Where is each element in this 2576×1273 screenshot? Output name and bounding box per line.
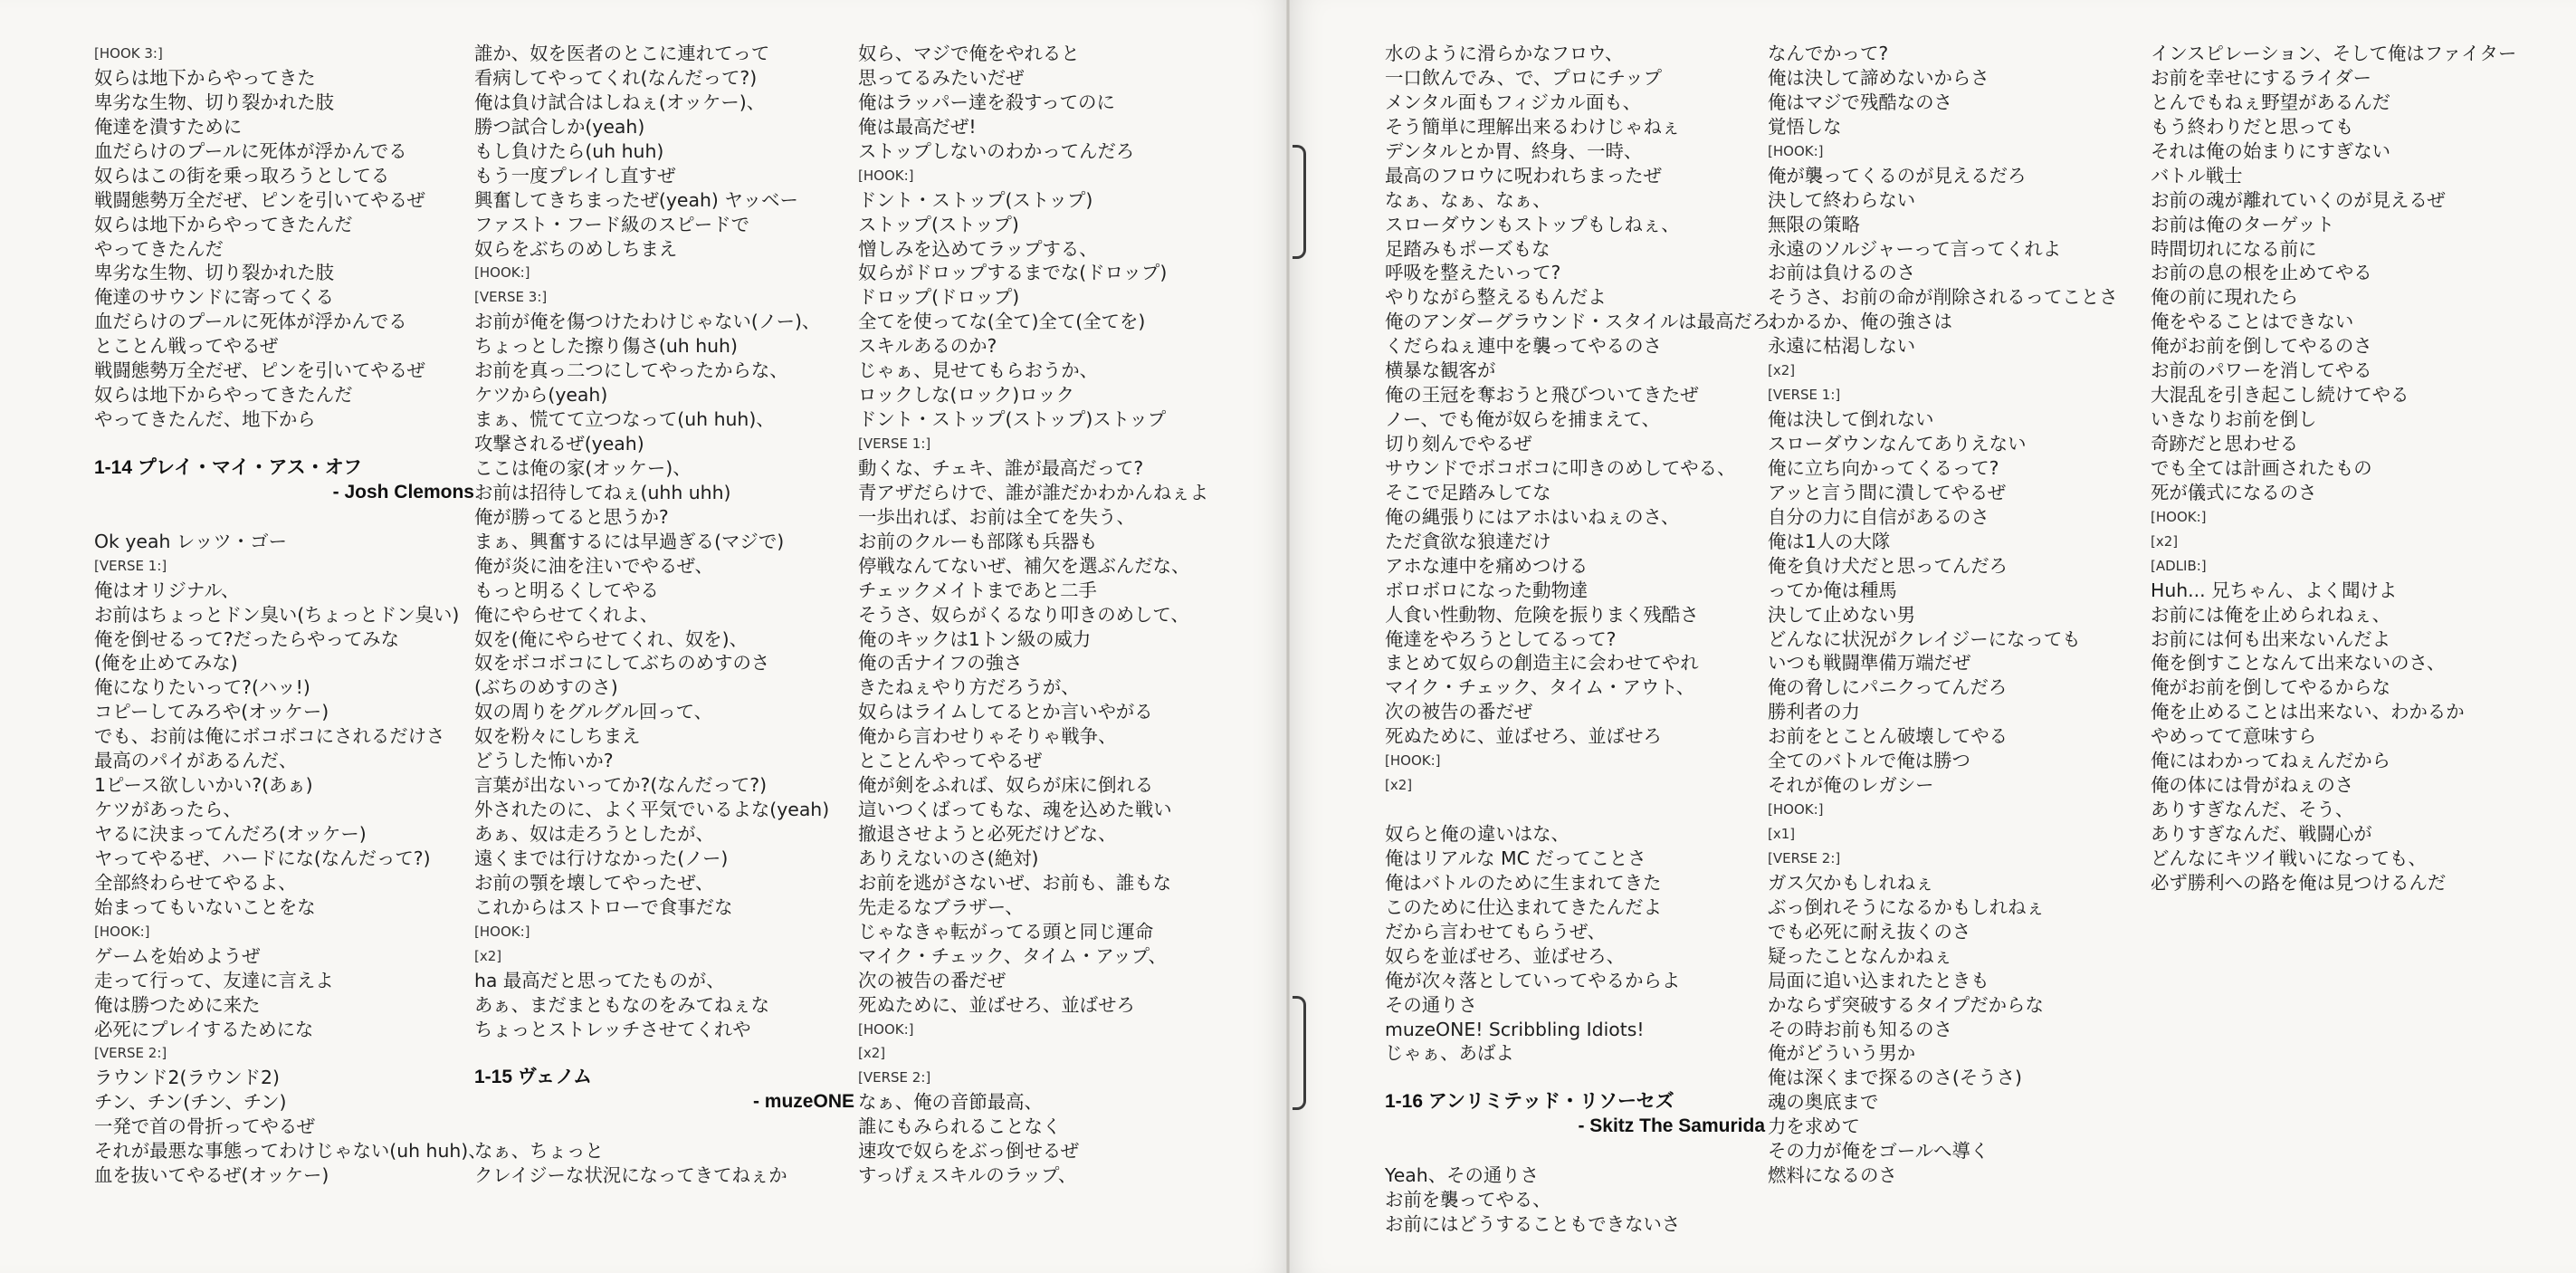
lyric-line: 奴らがドロップするまでな(ドロップ) — [858, 262, 1168, 284]
lyric-line: お前を幸せにするライダー — [2151, 66, 2372, 89]
lyric-line: なんでかって? — [1768, 43, 1889, 64]
lyric-line: 無限の策略 — [1768, 213, 1860, 235]
lyric-line: サウンドでボコボコに叩きのめしてやる、 — [1385, 456, 1736, 479]
section-tag: [x2] — [858, 1045, 886, 1062]
lyric-line: なぁ、俺の音節最高、 — [858, 1091, 1043, 1114]
lyric-line: ちょっとストレッチさせてくれや — [474, 1018, 751, 1040]
lyric-line: かならず突破するタイプだからな — [1768, 993, 2044, 1016]
book-spine — [1286, 0, 1290, 1273]
lyric-line: お前にはどうすることもできないさ — [1385, 1213, 1681, 1235]
lyric-line: 奴らを並ばせろ、並ばせろ、 — [1385, 944, 1626, 967]
lyric-line: すっげぇスキルのラップ、 — [858, 1164, 1077, 1187]
track-title: 1-14 プレイ・マイ・アス・オフ — [94, 456, 363, 478]
lyric-line: 走って行って、友達に言えよ — [94, 969, 334, 991]
lyric-line: 俺がどういう男か — [1768, 1042, 1916, 1065]
lyric-line: 奴ら、マジで俺をやれると — [858, 43, 1080, 64]
lyric-line: どんなにキツイ戦いになっても、 — [2151, 847, 2427, 869]
section-tag: [x2] — [2151, 532, 2179, 550]
lyric-line: 俺の前に現れたら — [2151, 286, 2299, 309]
lyric-line: 奴をボコボコにしてぶちのめすのさ — [474, 652, 770, 675]
lyric-line: 俺が次々落としていってやるからよ — [1385, 969, 1681, 991]
section-tag: [VERSE 2:] — [94, 1045, 167, 1062]
section-tag: [x2] — [1385, 777, 1413, 794]
track-title: 1-15 ヴェノム — [474, 1067, 592, 1088]
lyric-line: 大混乱を引き起こし続けてやる — [2151, 384, 2409, 407]
lyric-line: それが最悪な事態ってわけじゃない(uh huh)、 — [94, 1140, 487, 1163]
section-tag: [x2] — [474, 947, 502, 964]
lyric-line: アホな連中を痛めつける — [1385, 554, 1589, 577]
lyric-line: 俺達を潰すために — [94, 115, 243, 138]
lyric-line: 俺は決して倒れない — [1768, 408, 1934, 431]
lyric-line: チン、チン(チン、チン) — [94, 1091, 287, 1114]
lyric-line: もう一度プレイし直すぜ — [474, 164, 676, 187]
lyric-line: 一口飲んでみ、で、プロにチップ — [1385, 66, 1663, 89]
lyric-line: 外されたのに、よく平気でいるよな(yeah) — [474, 799, 830, 821]
lyric-line: 俺はラッパー達を殺すってのに — [858, 91, 1115, 113]
section-tag: [HOOK:] — [1385, 752, 1441, 770]
lyric-line: 誰か、奴を医者のとこに連れてって — [474, 43, 770, 64]
lyric-line: 俺を負け犬だと思ってんだろ — [1768, 554, 2008, 577]
lyric-line: チェックメイトまであと二手 — [858, 579, 1097, 601]
lyric-line: 俺にやらせてくれよ、 — [474, 603, 659, 626]
lyric-line: でも必死に耐え抜くのさ — [1768, 920, 1971, 943]
lyric-line: 攻撃されるぜ(yeah) — [474, 433, 644, 455]
section-tag: [VERSE 1:] — [1768, 387, 1841, 404]
lyric-line: 奴らはライムしてるとか言いやがる — [858, 701, 1153, 723]
lyric-line: 俺の縄張りにはアホはいねぇのさ、 — [1385, 505, 1680, 528]
lyric-line: ヤるに決まってんだろ(オッケー) — [94, 823, 367, 845]
lyric-line: 奴らは地下からやってきた — [94, 66, 316, 89]
lyric-line: あぁ、奴は走ろうとしたが、 — [474, 823, 714, 845]
lyric-line: その時お前も知るのさ — [1768, 1018, 1952, 1040]
lyric-line: 俺達のサウンドに寄ってくる — [94, 286, 335, 309]
lyric-line: 水のように滑らかなフロウ、 — [1385, 43, 1624, 64]
lyric-line: 奴の周りをグルグル回って、 — [474, 701, 713, 723]
lyric-line: ぶっ倒れそうになるかもしれねぇ — [1768, 895, 2045, 918]
lyric-line: ヤってやるぜ、ハードにな(なんだって?) — [94, 847, 431, 869]
lyric-line: 自分の力に自信があるのさ — [1768, 505, 1989, 528]
lyric-line — [1385, 1066, 1765, 1090]
lyric-line: 覚悟しな — [1768, 115, 1842, 138]
lyric-line: Yeah、その通りさ — [1385, 1164, 1540, 1187]
lyric-line — [1385, 1139, 1765, 1163]
lyric-line: 人食い性動物、危険を振りまく残酷さ — [1385, 603, 1699, 626]
lyric-line: 俺がお前を倒してやるからな — [2151, 676, 2391, 699]
lyric-line: いつも戦闘準備万端だぜ — [1768, 652, 1971, 675]
lyric-line: 奴らをぶちのめしちまえ — [474, 237, 678, 260]
lyric-line — [474, 1041, 854, 1066]
lyric-line: なぁ、ちょっと — [474, 1140, 604, 1163]
lyric-line: どんなに状況がクレイジーになっても — [1768, 627, 2081, 650]
lyric-line: これからはストローで食事だな — [474, 895, 733, 918]
section-tag: [HOOK:] — [1768, 801, 1824, 818]
lyric-line: お前の魂が離れていくのが見えるぜ — [2151, 188, 2446, 211]
staple-top — [1293, 145, 1306, 259]
lyric-line: 奇跡だと思わせる — [2151, 433, 2299, 455]
lyric-line: いきなりお前を倒し — [2151, 408, 2317, 431]
track-artist: - Skitz The Samurida — [1578, 1115, 1765, 1137]
lyric-line: 血だらけのプールに死体が浮かんでる — [94, 139, 407, 162]
lyric-line: まぁ、興奮するには早過ぎる(マジで) — [474, 530, 785, 552]
lyric-line: とことんやってやるぜ — [858, 750, 1043, 772]
lyric-line: 一歩出れば、お前は全てを失う、 — [858, 505, 1135, 528]
lyric-line: 全部終わらせてやるよ、 — [94, 871, 297, 894]
lyric-line: お前を襲ってやる、 — [1385, 1189, 1551, 1211]
lyric-line: 最高のパイがあるんだ、 — [94, 750, 298, 772]
lyric-line: コピーしてみろや(オッケー) — [94, 701, 329, 723]
lyric-line: とんでもねぇ野望があるんだ — [2151, 91, 2391, 113]
lyric-line: お前の顎を壊してやったぜ、 — [474, 871, 714, 894]
lyric-line: 俺の王冠を奪おうと飛びついてきたぜ — [1385, 384, 1699, 407]
lyric-line: 俺は勝つために来た — [94, 993, 261, 1016]
lyric-line: 停戦なんてないぜ、補欠を選ぶんだな、 — [858, 554, 1190, 577]
lyric-line: 一発で首の骨折ってやるぜ — [94, 1115, 316, 1138]
section-tag: [HOOK 3:] — [94, 45, 163, 62]
lyric-line: 奴らは地下からやってきたんだ — [94, 213, 353, 235]
lyric-line: 戦闘態勢万全だぜ、ピンを引いてやるぜ — [94, 188, 425, 211]
lyric-line: アッと言う間に潰してやるぜ — [1768, 481, 2007, 503]
lyric-line: 俺が剣をふれば、奴らが床に倒れる — [858, 774, 1154, 797]
lyric-line: そうさ、奴らがくるなり叩きのめして、 — [858, 603, 1189, 626]
lyric-line: きたねぇやり方だろうが、 — [858, 676, 1080, 699]
lyric-line: まとめて奴らの創造主に会わせてやれ — [1385, 652, 1699, 675]
lyric-line: ha 最高だと思ってたものが、 — [474, 969, 725, 991]
lyric-line: 決して止めない男 — [1768, 603, 1916, 626]
lyric-line: ボロボロになった動物達 — [1385, 579, 1589, 601]
lyric-line: 俺はリアルな MC だってことさ — [1385, 847, 1646, 869]
lyric-line: 俺は深くまで探るのさ(そうさ) — [1768, 1067, 2022, 1089]
section-tag: [x2] — [1768, 362, 1796, 379]
lyric-line: お前は俺のターゲット — [2151, 213, 2335, 235]
lyric-line: 俺は最高だぜ! — [858, 115, 977, 138]
lyric-line: バトル戦士 — [2151, 164, 2243, 187]
section-tag: [HOOK:] — [2151, 508, 2207, 525]
lyric-line: それは俺の始まりにすぎない — [2151, 139, 2391, 162]
lyric-line: 疑ったことなんかねぇ — [1768, 944, 1952, 967]
lyric-line: 死が儀式になるのさ — [2151, 481, 2317, 503]
lyric-line: 始まってもいないことをな — [94, 895, 316, 918]
lyric-line: やってきたんだ — [94, 237, 224, 260]
lyric-line: 最高のフロウに呪われちまったぜ — [1385, 164, 1662, 187]
lyric-line: その力が俺をゴールへ導く — [1768, 1140, 1989, 1163]
lyric-line: 時間切れになる前に — [2151, 237, 2317, 260]
lyric-line: 燃料になるのさ — [1768, 1164, 1897, 1187]
lyric-line: どうした怖いか? — [474, 750, 614, 772]
lyric-line: 俺はオリジナル、 — [94, 579, 240, 601]
lyric-line: マイク・チェック、タイム・アップ、 — [858, 944, 1167, 967]
lyric-line: 誰にもみられることなく — [858, 1115, 1062, 1138]
track-artist: - muzeONE — [752, 1091, 854, 1113]
lyric-line: 俺を倒せるって?だったらやってみな — [94, 627, 400, 650]
lyric-line: ケツがあったら、 — [94, 799, 242, 821]
lyric-line: 呼吸を整えたいって? — [1385, 262, 1561, 284]
staple-bottom — [1293, 996, 1306, 1110]
lyric-line: 切り刻んでやるぜ — [1385, 433, 1532, 455]
lyric-line: 俺のキックは1トン級の威力 — [858, 627, 1092, 650]
lyric-line: 決して終わらない — [1768, 188, 1916, 211]
lyric-line: 勝つ試合しか(yeah) — [474, 115, 645, 138]
lyric-line: クレイジーな状況になってきてねぇか — [474, 1164, 787, 1187]
lyric-line: ありすぎなんだ、そう、 — [2151, 799, 2354, 821]
lyric-line: お前のパワーを消してやる — [2151, 359, 2372, 382]
lyric-line: ノー、でも俺が奴らを捕まえて、 — [1385, 408, 1661, 431]
section-tag: [HOOK:] — [858, 167, 914, 184]
section-tag: [HOOK:] — [474, 264, 530, 282]
lyric-line: Ok yeah レッツ・ゴー — [94, 530, 287, 552]
lyric-line: わかるか、俺の強さは — [1768, 311, 1952, 333]
lyric-line: 俺を止めることは出来ない、わかるか — [2151, 701, 2465, 723]
lyric-line: 俺を倒すことなんて出来ないのさ、 — [2151, 652, 2446, 675]
lyric-line: お前のクルーも部隊も兵器も — [858, 530, 1098, 552]
lyric-line — [94, 432, 474, 456]
lyric-line: ケツから(yeah) — [474, 384, 608, 407]
lyric-line: でも全ては計画されたもの — [2151, 456, 2372, 479]
lyric-line: お前は招待してねぇ(uhh uhh) — [474, 481, 731, 503]
lyric-line: 撤退させようと必死だけどな、 — [858, 823, 1117, 845]
lyric-line: 俺はバトルのために生まれてきた — [1385, 871, 1662, 894]
lyric-line: 動くな、チェキ、誰が最高だって? — [858, 456, 1144, 479]
lyric-line: 看病してやってくれ(なんだって?) — [474, 66, 758, 89]
lyric-line: 言葉が出ないってか?(なんだって?) — [474, 774, 768, 797]
lyric-line: じゃぁ、あばよ — [1385, 1042, 1514, 1065]
lyric-line: 魂の奥底まで — [1768, 1091, 1879, 1114]
lyric-line: そこで足踏みしてな — [1385, 481, 1551, 503]
lyric-line: 速攻で奴らをぶっ倒せるぜ — [858, 1140, 1080, 1163]
lyric-line: ラウンド2(ラウンド2) — [94, 1067, 280, 1089]
section-tag: [VERSE 2:] — [1768, 849, 1841, 866]
section-tag: [HOOK:] — [94, 923, 150, 940]
lyric-line: 俺の体には骨がねぇのさ — [2151, 774, 2354, 797]
lyric-line: 俺の脅しにパニクってんだろ — [1768, 676, 2008, 699]
section-tag: [VERSE 1:] — [858, 436, 931, 452]
section-tag: [HOOK:] — [474, 923, 530, 940]
lyric-line: その通りさ — [1385, 993, 1477, 1016]
lyric-line: そう簡単に理解出来るわけじゃねぇ — [1385, 115, 1681, 138]
lyric-line: 局面に追い込まれたときも — [1768, 969, 1989, 991]
lyric-line: だから言わせてもらうぜ、 — [1385, 920, 1607, 943]
lyric-line: マイク・チェック、タイム・アウト、 — [1385, 676, 1695, 699]
lyric-line: お前が俺を傷つけたわけじゃない(ノー)、 — [474, 311, 821, 333]
lyrics-column-1 — [94, 42, 487, 1188]
lyric-line: 俺をやることはできない — [2151, 311, 2354, 333]
section-tag: [VERSE 2:] — [858, 1069, 931, 1086]
lyric-line: やりながら整えるもんだよ — [1385, 286, 1607, 309]
lyric-line: スローダウンなんてありえない — [1768, 433, 2027, 455]
lyric-line: 足踏みもポーズもな — [1385, 237, 1550, 260]
lyric-line: ちょっとした擦り傷さ(uh huh) — [474, 335, 738, 358]
lyric-line: 奴らは地下からやってきたんだ — [94, 384, 353, 407]
lyric-line: 俺にはわかってねぇんだから — [2151, 750, 2391, 772]
lyric-line: スローダウンもストップもしねぇ、 — [1385, 213, 1680, 235]
lyrics-column-5 — [1768, 42, 2148, 1188]
lyric-line: 血を抜いてやるぜ(オッケー) — [94, 1164, 329, 1187]
lyric-line: 俺はマジで残酷なのさ — [1768, 91, 1952, 113]
lyric-line: メンタル面もフィジカル面も、 — [1385, 91, 1642, 113]
track-title: 1-16 アンリミテッド・リソーセズ — [1385, 1091, 1674, 1113]
lyric-line: お前はちょっとドン臭い(ちょっとドン臭い) — [94, 603, 460, 626]
lyric-line: ドント・ストップ(ストップ) — [858, 188, 1093, 211]
lyric-line: 死ぬために、並ばせろ、並ばせろ — [1385, 725, 1662, 748]
lyric-line: (俺を止めてみな) — [94, 652, 238, 675]
lyric-line — [474, 1115, 854, 1139]
lyric-line: ゲームを始めようぜ — [94, 944, 261, 967]
lyric-line: インスピレーション、そして俺はファイター — [2151, 43, 2517, 64]
lyric-line: もっと明るくしてやる — [474, 579, 659, 601]
lyrics-column-6 — [2151, 42, 2531, 895]
section-tag: [VERSE 3:] — [474, 289, 548, 306]
lyric-line: 俺が炎に油を注いでやるぜ、 — [474, 554, 713, 577]
lyric-line: このために仕込まれてきたんだよ — [1385, 895, 1662, 918]
lyric-line: 卑劣な生物、切り裂かれた肢 — [94, 91, 335, 113]
lyric-line: muzeONE! Scribbling Idiots! — [1385, 1018, 1645, 1040]
lyric-line: ありえないのさ(絶対) — [858, 847, 1039, 869]
lyric-line: 次の被告の番だぜ — [1385, 701, 1533, 723]
lyrics-column-2 — [474, 42, 854, 1188]
lyric-line: 奴を粉々にしちまえ — [474, 725, 641, 748]
lyric-line: まぁ、慌てて立つなって(uh huh)、 — [474, 408, 775, 431]
lyric-line: 1ピース欲しいかい?(あぁ) — [94, 774, 313, 797]
lyric-line: 永遠のソルジャーって言ってくれよ — [1768, 237, 2062, 260]
lyric-line: ストップ(ストップ) — [858, 213, 1019, 235]
lyric-line: なぁ、なぁ、なぁ、 — [1385, 188, 1551, 211]
section-tag: [VERSE 1:] — [94, 557, 167, 574]
lyric-line: 憎しみを込めてラップする、 — [858, 237, 1098, 260]
lyric-line: 奴を(俺にやらせてくれ、奴を)、 — [474, 627, 748, 650]
lyric-line: ガス欠かもしれねぇ — [1768, 871, 1934, 894]
section-tag: [ADLIB:] — [2151, 557, 2207, 574]
lyric-line: 俺の舌ナイフの強さ — [858, 652, 1023, 675]
lyric-line: やってきたんだ、地下から — [94, 408, 316, 431]
lyric-line: 死ぬために、並ばせろ、並ばせろ — [858, 993, 1135, 1016]
lyric-line: ロックしな(ロック)ロック — [858, 384, 1074, 407]
lyric-line: 奴らはこの街を乗っ取ろうとしてる — [94, 164, 390, 187]
lyric-line: 奴らと俺の違いはな、 — [1385, 823, 1569, 845]
lyric-line: 俺達をやろうとしてるって? — [1385, 627, 1617, 650]
lyric-line — [1385, 798, 1765, 822]
lyric-line: 戦闘態勢万全だぜ、ピンを引いてやるぜ — [94, 359, 425, 382]
section-tag: [HOOK:] — [1768, 142, 1824, 159]
lyric-line: 全てのバトルで俺は勝つ — [1768, 750, 1970, 772]
lyric-line: お前には俺を止められねぇ、 — [2151, 603, 2391, 626]
lyric-line: 力を求めて — [1768, 1115, 1860, 1138]
lyric-line: じゃなきゃ転がってる頭と同じ運命 — [858, 920, 1154, 943]
lyric-line: 勝利者の力 — [1768, 701, 1860, 723]
track-artist: - Josh Clemons — [332, 481, 474, 502]
lyric-line: 俺は決して諦めないからさ — [1768, 66, 1989, 89]
lyric-line: ただ貪欲な狼達だけ — [1385, 530, 1551, 552]
lyric-line: ここは俺の家(オッケー)、 — [474, 456, 692, 479]
lyric-line: 永遠に枯渇しない — [1768, 335, 1916, 358]
lyric-line: 俺から言わせりゃそりゃ戦争、 — [858, 725, 1117, 748]
section-tag: [x1] — [1768, 826, 1796, 842]
lyric-line: 思ってるみたいだぜ — [858, 66, 1025, 89]
lyric-line: お前の息の根を止めてやる — [2151, 262, 2372, 284]
lyric-line: そうさ、お前の命が削除されるってことさ — [1768, 286, 2118, 309]
lyric-line: 俺のアンダーグラウンド・スタイルは最高だろ、 — [1385, 311, 1789, 333]
lyric-line: 興奮してきちまったぜ(yeah) ヤッベー — [474, 188, 798, 211]
lyric-line: お前には何も出来ないんだよ — [2151, 627, 2391, 650]
lyric-line: くだらねぇ連中を襲ってやるのさ — [1385, 335, 1662, 358]
lyric-line: (ぶちのめすのさ) — [474, 676, 618, 699]
lyrics-column-3 — [858, 42, 1238, 1188]
lyric-line: 血だらけのプールに死体が浮かんでる — [94, 311, 407, 333]
lyric-line: Huh... 兄ちゃん、よく聞けよ — [2151, 579, 2398, 601]
lyric-line: お前は負けるのさ — [1768, 262, 1916, 284]
lyric-line: 俺になりたいって?(ハッ!) — [94, 676, 310, 699]
lyric-line — [94, 505, 474, 530]
lyric-line: 俺に立ち向かってくるって? — [1768, 456, 1999, 479]
lyric-line: お前を逃がさないぜ、お前も、誰もな — [858, 871, 1172, 894]
lyric-line: ファスト・フード級のスピードで — [474, 213, 750, 235]
lyric-line: 遠くまでは行けなかった(ノー) — [474, 847, 729, 869]
lyric-line: 卑劣な生物、切り裂かれた肢 — [94, 262, 335, 284]
lyric-line: 俺は負け試合はしねぇ(オッケー)、 — [474, 91, 766, 113]
lyric-line: あぁ、まだまともなのをみてねぇな — [474, 993, 770, 1016]
lyric-line: 必死にプレイするためにな — [94, 1018, 314, 1040]
lyric-line: 俺がお前を倒してやるのさ — [2151, 335, 2372, 358]
lyric-line: お前をとことん破壊してやる — [1768, 725, 2008, 748]
lyric-line: スキルあるのか? — [858, 335, 997, 358]
lyric-line: 俺は1人の大隊 — [1768, 530, 1891, 552]
lyric-line: 必ず勝利への路を俺は見つけるんだ — [2151, 871, 2447, 894]
lyric-line: ってか俺は種馬 — [1768, 579, 1897, 601]
lyric-line: でも、お前は俺にボコボコにされるだけさ — [94, 725, 445, 748]
lyric-line: とことん戦ってやるぜ — [94, 335, 279, 358]
lyric-line: ストップしないのわかってんだろ — [858, 139, 1135, 162]
lyric-line: やめってて意味すら — [2151, 725, 2317, 748]
section-tag: [HOOK:] — [858, 1020, 914, 1038]
lyric-line: 全てを使ってな(全て)全て(全てを) — [858, 311, 1146, 333]
lyric-line: ドロップ(ドロップ) — [858, 286, 1020, 309]
lyric-line: 俺が勝ってると思うか? — [474, 505, 669, 528]
lyric-line: お前を真っ二つにしてやったからな、 — [474, 359, 788, 382]
lyric-line: ドント・ストップ(ストップ)ストップ — [858, 408, 1167, 431]
lyric-line: 青アザだらけで、誰が誰だかわかんねぇよ — [858, 481, 1209, 503]
lyric-line: 俺が襲ってくるのが見えるだろ — [1768, 164, 2027, 187]
lyric-line: じゃぁ、見せてもらおうか、 — [858, 359, 1099, 382]
lyric-line: もし負けたら(uh huh) — [474, 139, 664, 162]
lyric-line: もう終わりだと思っても — [2151, 115, 2354, 138]
lyric-line: 先走るなブラザー、 — [858, 895, 1024, 918]
lyric-line: 横暴な観客が — [1385, 359, 1496, 382]
lyric-line: ありすぎなんだ、戦闘心が — [2151, 823, 2372, 845]
lyric-line: 這いつくばってもな、魂を込めた戦い — [858, 799, 1172, 821]
lyric-line: 次の被告の番だぜ — [858, 969, 1007, 991]
lyric-line: デンタルとか胃、終身、一時、 — [1385, 139, 1643, 162]
lyric-line: それが俺のレガシー — [1768, 774, 1934, 797]
